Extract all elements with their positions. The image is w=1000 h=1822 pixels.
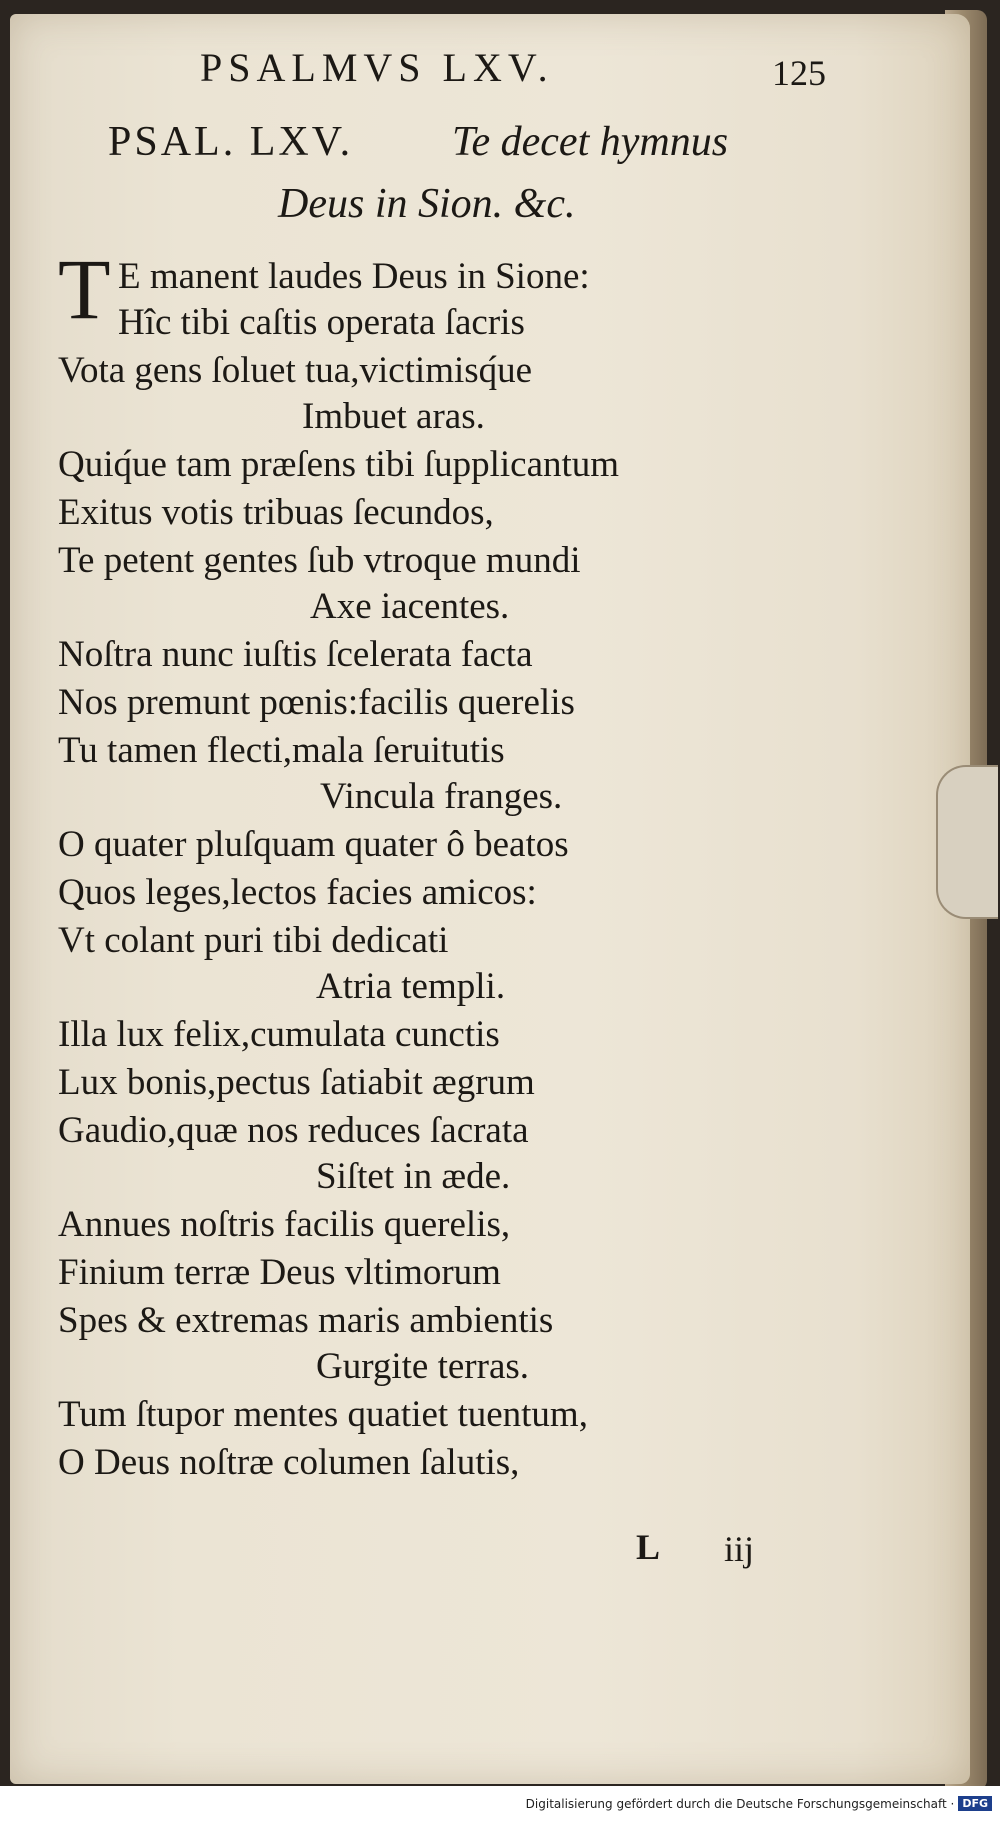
verse-line: O Deus noſtræ columen ſalutis, [58,1442,520,1483]
verse-line: E manent laudes Deus in Sione: [118,256,590,297]
verse-line: Vt colant puri tibi dedicati [58,920,449,961]
psalm-title: PSAL. LXV. [108,119,354,165]
verse-line: Spes & extremas maris ambientis [58,1300,554,1341]
verse-line: Illa lux felix,cumulata cunctis [58,1014,500,1055]
verse-line: Tu tamen flecti,mala ſeruitutis [58,730,505,771]
dfg-logo: DFG [958,1796,992,1811]
verse-line: Nos premunt pœnis:facilis querelis [58,682,575,723]
signature-mark: L [636,1527,661,1567]
footer-credit [526,1796,992,1811]
verse-line: Te petent gentes ſub vtroque mundi [58,540,581,581]
verse-line: Tum ſtupor mentes quatiet tuentum, [58,1394,588,1435]
running-head: PSALMVS LXV. [200,45,554,90]
verse-line: Siſtet in æde. [316,1156,511,1197]
verse-line: Gurgite terras. [316,1346,530,1387]
psalm-incipit: Te decet hymnus [452,119,729,165]
psalm-incipit-continued: Deus in Sion. &c. [278,181,576,227]
verse-line: Axe iacentes. [310,586,510,627]
verse-line: Vota gens ſoluet tua,victimisq́ue [58,350,533,391]
verse-line: Atria templi. [316,966,506,1007]
verse-line: Quiq́ue tam præſens tibi ſupplicantum [58,444,620,485]
verse-line: Lux bonis,pectus ſatiabit ægrum [58,1062,535,1103]
page-number: 125 [772,53,826,93]
verse-line: Noſtra nunc iuſtis ſcelerata facta [58,634,533,675]
verse-line: Annues noſtris facilis querelis, [58,1204,511,1245]
verse-line: Imbuet aras. [302,396,485,437]
footer-credit-text: Digitalisierung gefördert durch die Deutsche Forschungsgemeinschaft · [525,1796,955,1811]
verse-line: Vincula franges. [320,776,563,817]
verse-line: Hîc tibi caſtis operata ſacris [118,302,525,343]
verse-line: Finium terræ Deus vltimorum [58,1252,501,1293]
verse-line: Gaudio,quæ nos reduces ſacrata [58,1110,529,1151]
signature-number: iij [724,1529,755,1569]
verse-line: Quos leges,lectos facies amicos: [58,872,537,913]
verse-line: Exitus votis tribuas ſecundos, [58,492,494,533]
page-tab-marker [936,765,998,919]
drop-cap: T [58,241,111,337]
verse-line: O quater pluſquam quater ô beatos [58,824,569,865]
